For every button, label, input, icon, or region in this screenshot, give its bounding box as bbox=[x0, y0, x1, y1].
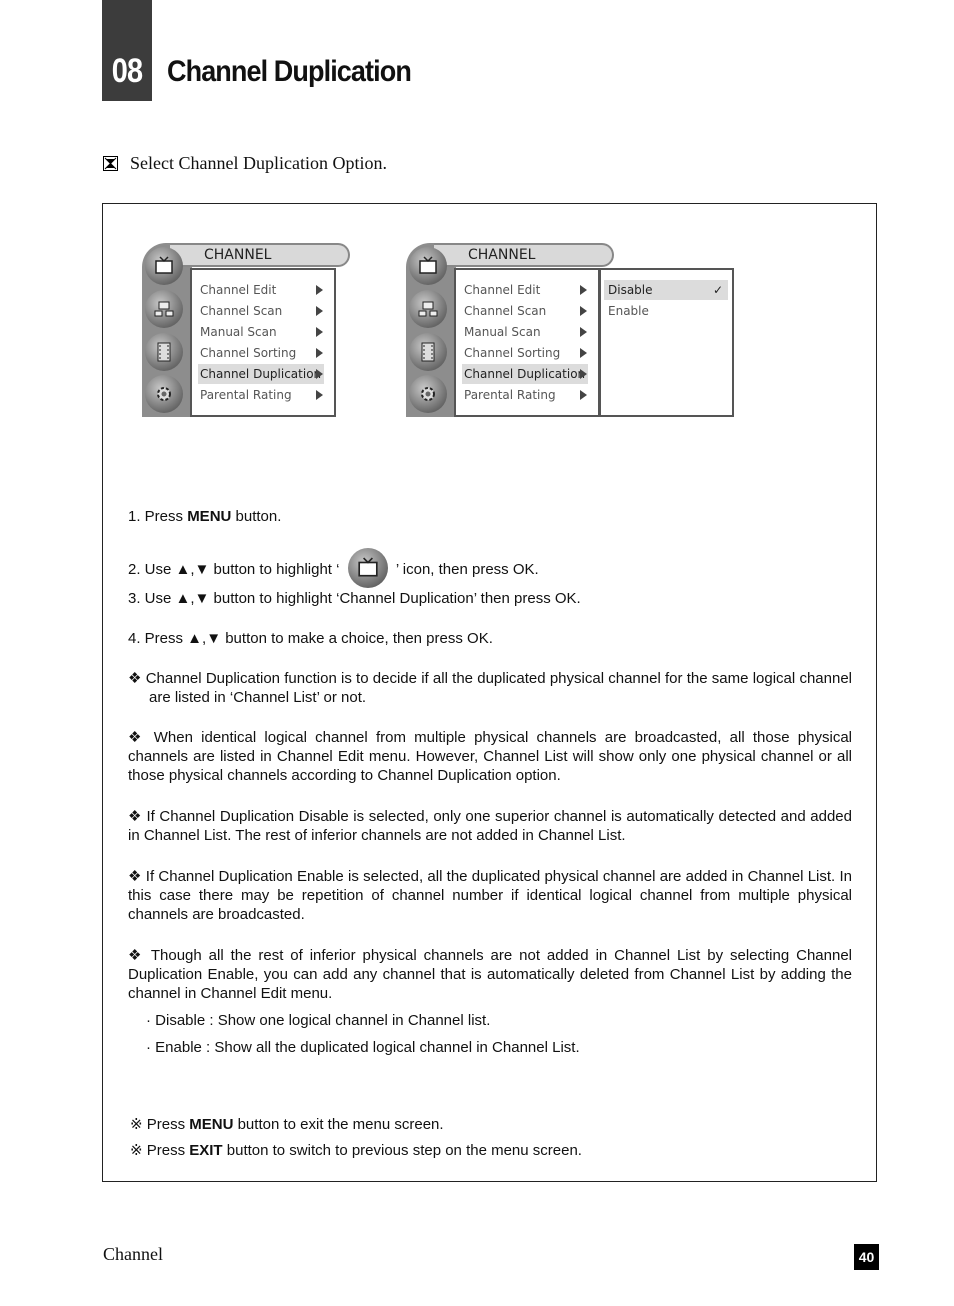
option-desc-enable: · Enable : Show all the duplicated logical channel in Channel List. bbox=[146, 1039, 580, 1056]
tv-icon[interactable] bbox=[145, 247, 183, 285]
menu-item-channel-sorting[interactable] bbox=[464, 343, 588, 363]
menu-item-channel-duplication[interactable] bbox=[462, 364, 588, 384]
menu-item-channel-scan[interactable] bbox=[464, 301, 588, 321]
arrow-right-icon bbox=[316, 369, 323, 379]
menu-item-label: Channel Duplication bbox=[200, 367, 322, 381]
menu-item-channel-edit[interactable] bbox=[464, 280, 588, 300]
option-label: Disable bbox=[608, 283, 653, 297]
menu-header-label: CHANNEL bbox=[204, 247, 272, 263]
tv-icon bbox=[348, 548, 388, 588]
channel-menu-left bbox=[142, 243, 352, 417]
step-3: 3. Use ▲,▼ button to highlight ‘Channel Duplication’ then press OK. bbox=[128, 590, 581, 607]
menu-item-label: Channel Edit bbox=[464, 283, 541, 297]
arrow-right-icon bbox=[316, 390, 323, 400]
chapter-number: 08 bbox=[111, 52, 143, 90]
step-key: MENU bbox=[187, 508, 232, 525]
menu-header bbox=[170, 243, 350, 267]
duplication-submenu bbox=[599, 268, 734, 417]
option-bullet-icon bbox=[103, 155, 118, 176]
menu-item-parental-rating[interactable] bbox=[200, 385, 324, 405]
step-1 bbox=[128, 507, 281, 526]
menu-item-label: Manual Scan bbox=[200, 325, 277, 339]
gear-icon[interactable] bbox=[409, 375, 447, 413]
step-text: ’ icon, then press OK. bbox=[395, 561, 539, 578]
note-2: ❖ When identical logical channel from multiple physical channels are broadcasted, all those physical channels are listed in Channel Edit menu. However, Channel List will show only one physical channel or all those physical channels according to Channel Duplication option. bbox=[128, 729, 852, 784]
menu-item-label: Channel Scan bbox=[200, 304, 283, 318]
intro-text: Select Channel Duplication Option. bbox=[130, 153, 387, 173]
note-3: ❖ If Channel Duplication Disable is selected, only one superior channel is automatically detected and added in Channel List. The rest of inferior channels are not added in Channel List. bbox=[128, 808, 852, 844]
page-number: 40 bbox=[854, 1244, 879, 1270]
menu-item-label: Channel Edit bbox=[200, 283, 277, 297]
tip-key: MENU bbox=[189, 1116, 234, 1133]
arrow-right-icon bbox=[316, 327, 323, 337]
film-icon[interactable] bbox=[145, 333, 183, 371]
menu-item-label: Manual Scan bbox=[464, 325, 541, 339]
menu-item-channel-edit[interactable] bbox=[200, 280, 324, 300]
network-icon[interactable] bbox=[409, 290, 447, 328]
channel-menu-right bbox=[406, 243, 736, 417]
menu-item-label: Channel Scan bbox=[464, 304, 547, 318]
arrow-right-icon bbox=[580, 348, 587, 358]
note-4: ❖ If Channel Duplication Enable is selected, all the duplicated physical channel are added in Channel List. In this case there may be repetition of channel number if identical logical channel from multiple physical channels are broadcasted. bbox=[128, 868, 852, 923]
menu-item-channel-sorting[interactable] bbox=[200, 343, 324, 363]
tip-text: ※ Press bbox=[130, 1116, 190, 1133]
tip-menu bbox=[130, 1115, 444, 1134]
menu-item-manual-scan[interactable] bbox=[200, 322, 324, 342]
step-text: button. bbox=[231, 508, 282, 525]
note-5: ❖ Though all the rest of inferior physical channels are not added in Channel List by selecting Channel Duplication Enable, you can add any channel that is automatically deleted from Channel List by adding the channel in Channel Edit menu. bbox=[128, 947, 852, 1002]
arrow-right-icon bbox=[580, 285, 587, 295]
menu-list bbox=[454, 268, 600, 417]
tip-text: button to exit the menu screen. bbox=[233, 1116, 444, 1133]
menu-header-label: CHANNEL bbox=[468, 247, 536, 263]
step-2 bbox=[128, 548, 539, 588]
menu-item-parental-rating[interactable] bbox=[464, 385, 588, 405]
option-disable[interactable] bbox=[604, 280, 728, 300]
footer-section: Channel bbox=[103, 1244, 163, 1264]
gear-icon[interactable] bbox=[145, 375, 183, 413]
page-title: Channel Duplication bbox=[167, 55, 411, 88]
option-enable[interactable] bbox=[604, 301, 728, 321]
tip-exit bbox=[130, 1141, 582, 1160]
check-icon: ✓ bbox=[712, 283, 723, 297]
arrow-right-icon bbox=[316, 306, 323, 316]
menu-item-label: Parental Rating bbox=[464, 388, 556, 402]
tv-icon[interactable] bbox=[409, 247, 447, 285]
arrow-right-icon bbox=[580, 306, 587, 316]
menu-header bbox=[434, 243, 614, 267]
tip-key: EXIT bbox=[189, 1142, 223, 1159]
film-icon[interactable] bbox=[409, 333, 447, 371]
menu-item-label: Channel Duplication bbox=[464, 367, 586, 381]
option-desc-disable: · Disable : Show one logical channel in Channel list. bbox=[146, 1012, 491, 1029]
arrow-right-icon bbox=[316, 285, 323, 295]
option-label: Enable bbox=[608, 304, 649, 318]
menu-item-manual-scan[interactable] bbox=[464, 322, 588, 342]
menu-item-channel-duplication[interactable] bbox=[198, 364, 324, 384]
menu-item-channel-scan[interactable] bbox=[200, 301, 324, 321]
step-text: 2. Use ▲,▼ button to highlight ‘ bbox=[128, 561, 340, 578]
network-icon[interactable] bbox=[145, 290, 183, 328]
menu-item-label: Channel Sorting bbox=[464, 346, 561, 360]
menu-item-label: Channel Sorting bbox=[200, 346, 297, 360]
step-text: 1. Press bbox=[128, 508, 188, 525]
step-4: 4. Press ▲,▼ button to make a choice, then press OK. bbox=[128, 630, 493, 647]
arrow-right-icon bbox=[580, 390, 587, 400]
intro-line bbox=[103, 153, 387, 176]
arrow-right-icon bbox=[316, 348, 323, 358]
tip-text: button to switch to previous step on the menu screen. bbox=[222, 1142, 582, 1159]
menu-list bbox=[190, 268, 336, 417]
tip-text: ※ Press bbox=[130, 1142, 190, 1159]
arrow-right-icon bbox=[580, 369, 587, 379]
arrow-right-icon bbox=[580, 327, 587, 337]
note-1: ❖ Channel Duplication function is to decide if all the duplicated physical channel for the same logical channel are listed in ‘Channel List’ or not. bbox=[128, 670, 852, 706]
menu-item-label: Parental Rating bbox=[200, 388, 292, 402]
